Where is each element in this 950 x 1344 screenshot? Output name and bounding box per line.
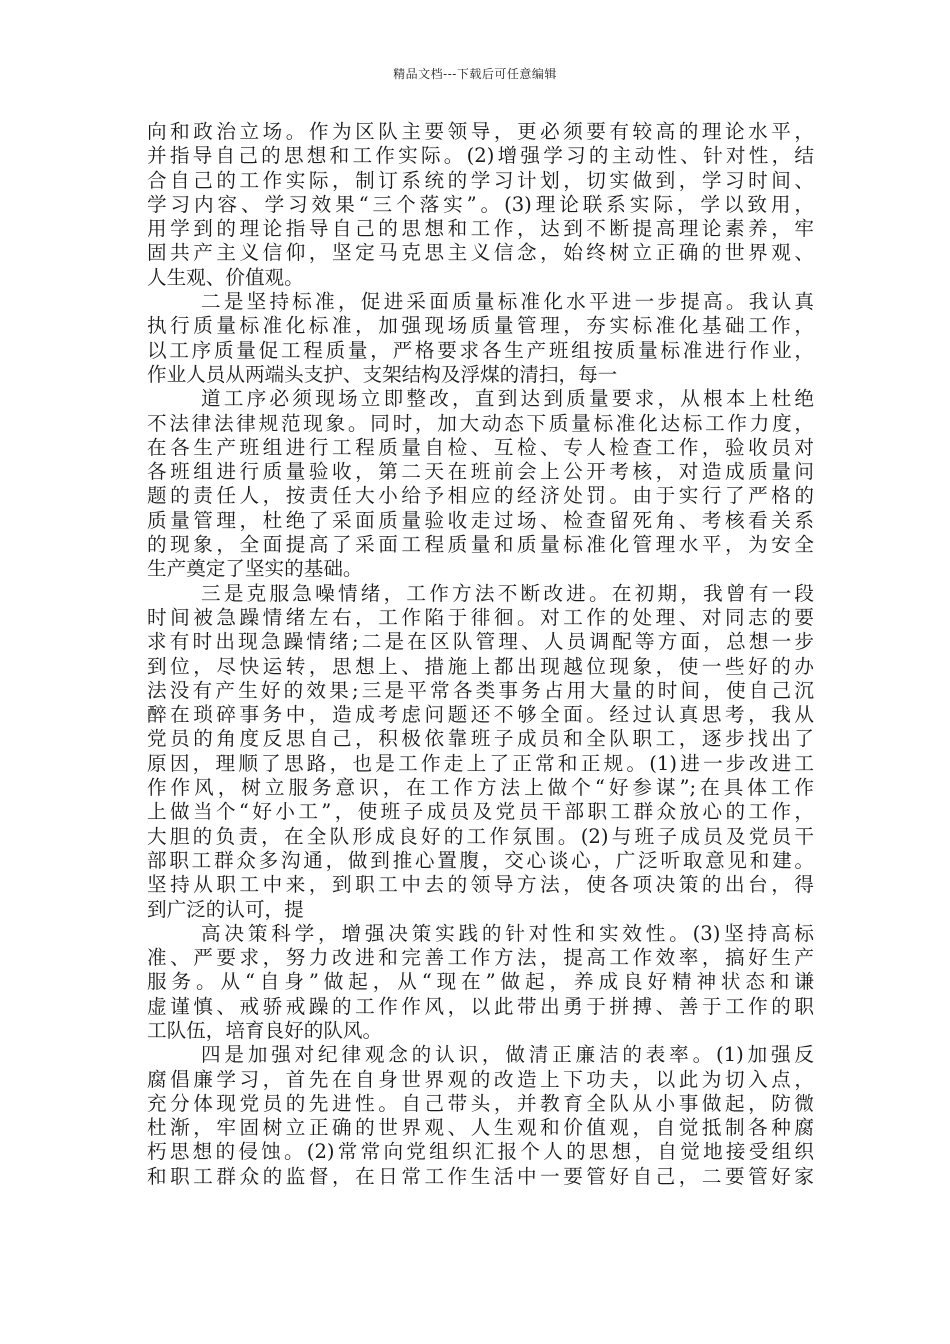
text-line: 执行质量标准化标准，加强现场质量管理，夯实标准化基础工作， [147,314,814,338]
text-line: 合自己的工作实际，制订系统的学习计划，切实做到，学习时间、 [147,168,814,192]
text-line: 醉在琐碎事务中，造成考虑问题还不够全面。经过认真思考，我从 [147,703,814,727]
text-line: 充分体现党员的先进性。自己带头，并教育全队从小事做起，防微 [147,1091,814,1115]
text-line: 服务。从“自身”做起，从“现在”做起，养成良好精神状态和谦 [147,970,814,994]
text-line: 的现象，全面提高了采面工程质量和质量标准化管理水平，为安全 [147,533,814,557]
text-line: 人生观、价值观。 [147,265,304,289]
text-line: 三是克服急噪情绪，工作方法不断改进。在初期，我曾有一段 [201,581,814,605]
text-line: 杜渐，牢固树立正确的世界观、人生观和价值观，自觉抵制各种腐 [147,1116,814,1140]
text-line: 和职工群众的监督，在日常工作生活中一要管好自己，二要管好家 [147,1164,814,1188]
text-line: 原因，理顺了思路，也是工作走上了正常和正规。(1)进一步改进工 [147,751,814,775]
text-line: 求有时出现急躁情绪;二是在区队管理、人员调配等方面，总想一步 [147,630,814,654]
text-line: 工队伍，培育良好的队风。 [147,1018,383,1042]
page-header: 精品文档---下载后可任意编辑 [393,67,557,81]
text-line: 用学到的理论指导自己的思想和工作，达到不断提高理论素养，牢 [147,217,814,241]
text-line: 准、严要求，努力改进和完善工作方法，提高工作效率，搞好生产 [147,946,814,970]
text-line: 高决策科学，增强决策实践的针对性和实效性。(3)坚持高标 [201,921,814,945]
text-line: 以工序质量促工程质量，严格要求各生产班组按质量标准进行作业， [147,338,814,362]
text-line: 腐倡廉学习，首先在自身世界观的改造上下功夫，以此为切入点， [147,1067,814,1091]
text-line: 在各生产班组进行工程质量自检、互检、专人检查工作，验收员对 [147,435,814,459]
text-line: 大胆的负责，在全队形成良好的工作氛围。(2)与班子成员及党员干 [147,824,814,848]
text-line: 并指导自己的思想和工作实际。(2)增强学习的主动性、针对性，结 [147,144,814,168]
text-line: 不法律法律规范现象。同时，加大动态下质量标准化达标工作力度， [147,411,814,435]
text-line: 向和政治立场。作为区队主要领导，更必须要有较高的理论水平， [147,120,814,143]
text-line: 固共产主义信仰，坚定马克思主义信念，始终树立正确的世界观、 [147,241,814,265]
text-line: 道工序必须现场立即整改，直到达到质量要求，从根本上杜绝 [201,387,814,411]
text-line: 题的责任人，按责任大小给予相应的经济处罚。由于实行了严格的 [147,484,814,508]
text-line: 朽思想的侵蚀。(2)常常向党组织汇报个人的思想，自觉地接受组织 [147,1140,814,1164]
text-line: 坚持从职工中来，到职工中去的领导方法，使各项决策的出台，得 [147,873,814,897]
text-line: 党员的角度反思自己，积极依靠班子成员和全队职工，逐步找出了 [147,727,814,751]
text-line: 生产奠定了坚实的基础。 [147,557,363,581]
text-line: 各班组进行质量验收，第二天在班前会上公开考核，对造成质量问 [147,460,814,484]
text-line: 法没有产生好的效果;三是平常各类事务占用大量的时间，使自己沉 [147,678,814,702]
text-line: 上做当个“好小工”，使班子成员及党员干部职工群众放心的工作， [147,800,814,824]
document-body [147,120,814,1189]
text-line: 部职工群众多沟通，做到推心置腹，交心谈心，广泛听取意见和建。 [147,848,814,872]
text-line: 质量管理，杜绝了采面质量验收走过场、检查留死角、考核看关系 [147,508,814,532]
text-line: 二是坚持标准，促进采面质量标准化水平进一步提高。我认真 [201,290,814,314]
text-line: 作作风，树立服务意识，在工作方法上做个“好参谋”;在具体工作 [147,776,814,800]
text-line: 虚谨慎、戒骄戒躁的工作作风，以此带出勇于拼搏、善于工作的职 [147,994,814,1018]
text-line: 学习内容、学习效果“三个落实”。(3)理论联系实际，学以致用， [147,192,814,216]
text-line: 四是加强对纪律观念的认识，做清正廉洁的表率。(1)加强反 [201,1043,814,1067]
text-line: 到位，尽快运转，思想上、措施上都出现越位现象，使一些好的办 [147,654,814,678]
text-line: 时间被急躁情绪左右，工作陷于徘徊。对工作的处理、对同志的要 [147,605,814,629]
text-line: 到广泛的认可，提 [147,897,304,921]
text-line: 作业人员从两端头支护、支架结构及浮煤的清扫，每一 [147,362,618,386]
